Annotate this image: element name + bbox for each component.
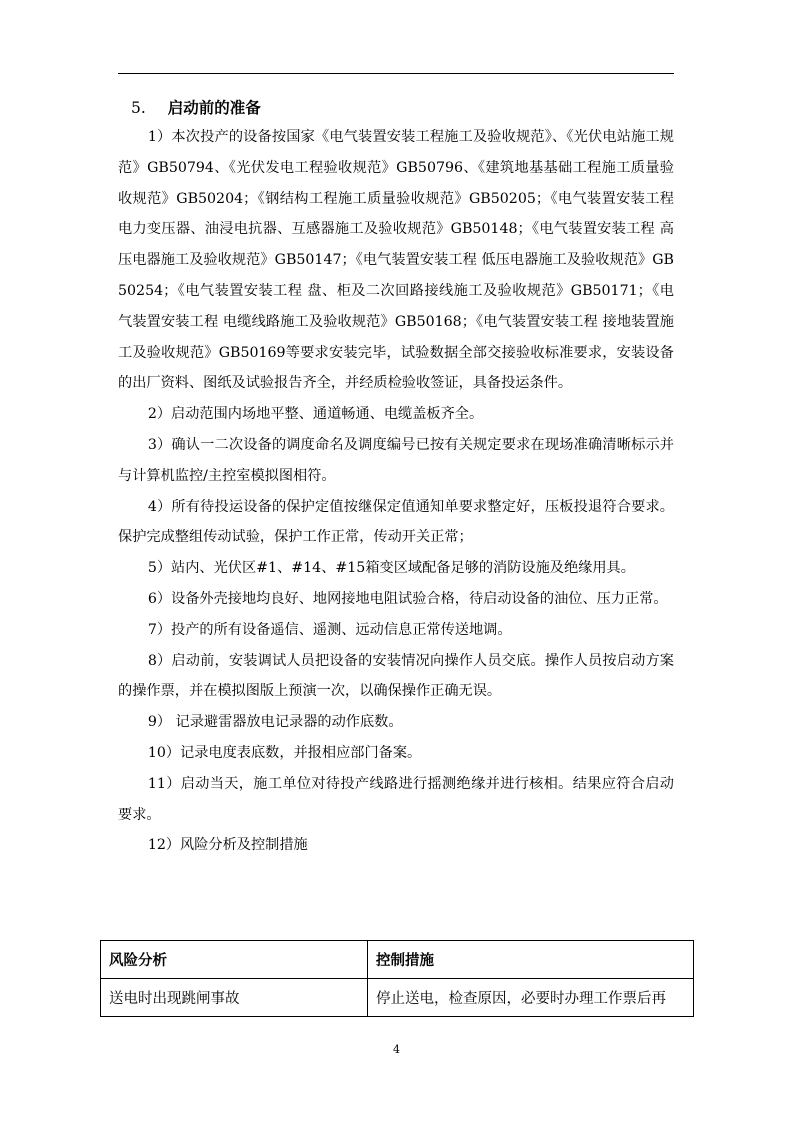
paragraph-12: 12）风险分析及控制措施 bbox=[147, 837, 308, 854]
section-title: 启动前的准备 bbox=[167, 99, 261, 117]
paragraph-10: 10）记录电度表底数，并报相应部门备案。 bbox=[147, 744, 422, 761]
body-text bbox=[118, 122, 674, 861]
paragraph-9: 9） 记录避雷器放电记录器的动作底数。 bbox=[147, 714, 403, 731]
paragraph-6: 6）设备外壳接地均良好、地网接地电阻试验合格，待启动设备的油位、压力正常。 bbox=[147, 590, 668, 607]
header-risk-analysis: 风险分析 bbox=[101, 941, 368, 979]
page-number: 4 bbox=[393, 1043, 400, 1056]
paragraph-1: 1）本次投产的设备按国家《电气装置安装工程施工及验收规范》、《光伏电站施工规范》GB50794、《光伏发电工程验收规范》GB50796、《建筑地基基础工程施工质量验收规范》GB50204；《钢结构工程施工质量验收规范》GB50205；《电气装置安装工程 电力变压器、油浸电抗器、互感器施工及验收规范》GB50148；《电气装置安装工程 高压电器施工及验收规范》GB50147；《电气装置安装工程 低压电器施工及验收规范》GB50254；《电气装置安装工程 盘、柜及二次回路接线施工及验收规范》GB50171；《电气装置安装工程 电缆线路施工及验收规范》GB50168；《电气装置安装工程 接地装置施工及验收规范》GB50169等要求安装完毕，试验数据全部交接验收标准要求，安装设备的出厂资料、图纸及试验报告齐全，并经质检验收签证，具备投运条件。 bbox=[118, 129, 674, 392]
header-control-measures: 控制措施 bbox=[368, 941, 694, 979]
paragraph-5: 5）站内、光伏区#1、#14、#15箱变区域配备足够的消防设施及绝缘用具。 bbox=[147, 560, 635, 577]
risk-table bbox=[100, 940, 694, 1017]
paragraph-8: 8）启动前，安装调试人员把设备的安装情况向操作人员交底。操作人员按启动方案的操作票，并在模拟图版上预演一次，以确保操作正确无误。 bbox=[118, 652, 674, 700]
risk-cell: 送电时出现跳闸事故 bbox=[101, 979, 368, 1017]
section-heading bbox=[131, 96, 261, 118]
paragraph-2: 2）启动范围内场地平整、通道畅通、电缆盖板齐全。 bbox=[147, 406, 484, 423]
table-header-row bbox=[101, 941, 694, 979]
measure-cell: 停止送电，检查原因，必要时办理工作票后再 bbox=[368, 979, 694, 1017]
paragraph-11: 11）启动当天，施工单位对待投产线路进行摇测绝缘并进行核相。结果应符合启动要求。 bbox=[118, 775, 674, 823]
paragraph-7: 7）投产的所有设备遥信、遥测、远动信息正常传送地调。 bbox=[147, 621, 512, 638]
header-rule bbox=[118, 73, 674, 74]
paragraph-4: 4）所有待投运设备的保护定值按继保定值通知单要求整定好，压板投退符合要求。保护完成整组传动试验，保护工作正常，传动开关正常； bbox=[118, 498, 674, 546]
paragraph-3: 3）确认一二次设备的调度命名及调度编号已按有关规定要求在现场准确清晰标示并与计算机监控/主控室模拟图相符。 bbox=[118, 436, 674, 484]
section-number: 5. bbox=[131, 99, 146, 117]
table-row bbox=[101, 979, 694, 1017]
